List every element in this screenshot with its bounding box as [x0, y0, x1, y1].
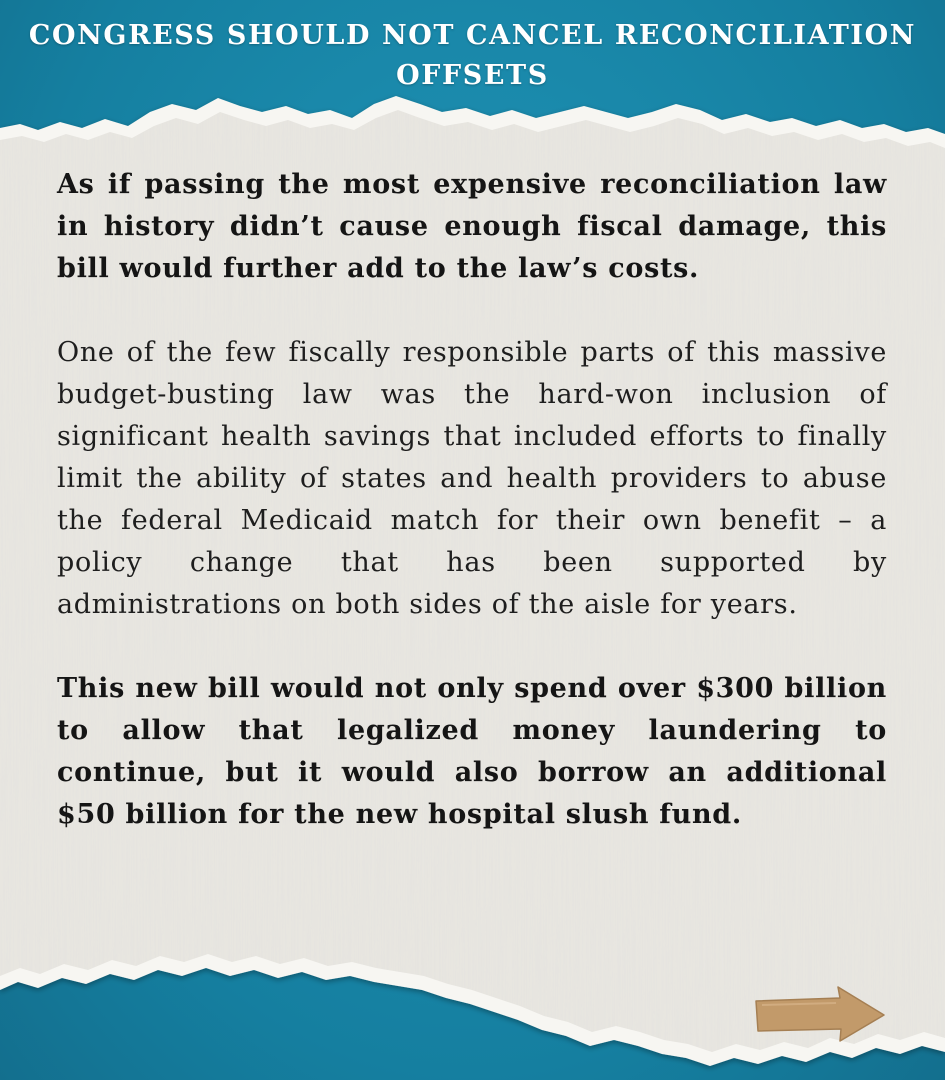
title-line-1: CONGRESS SHOULD NOT CANCEL RECONCILIATION	[28, 20, 917, 51]
arrow-right-icon[interactable]	[752, 985, 887, 1045]
paragraph-spacer	[57, 290, 887, 332]
paragraph-spacer	[57, 626, 887, 668]
paragraph-conclusion: This new bill would not only spend over $300 billion to allow that legalized money laundering to continue, but it would also borrow an additional $50 billion for the new hospital slush fund.	[57, 673, 887, 830]
paragraph-lead: As if passing the most expensive reconciliation law in history didn’t cause enough fiscal damage, this bill would further add to the law’s costs.	[57, 169, 887, 284]
paragraph-detail: One of the few fiscally responsible parts of this massive budget-busting law was the hard-won inclusion of significant health savings that included efforts to finally limit the ability of states and health providers to abuse the federal Medicaid match for their own benefit – a policy change that has been supported by administrations on both sides of the aisle for years.	[57, 337, 887, 620]
article-body	[57, 164, 887, 836]
title-line-2: OFFSETS	[396, 60, 549, 91]
